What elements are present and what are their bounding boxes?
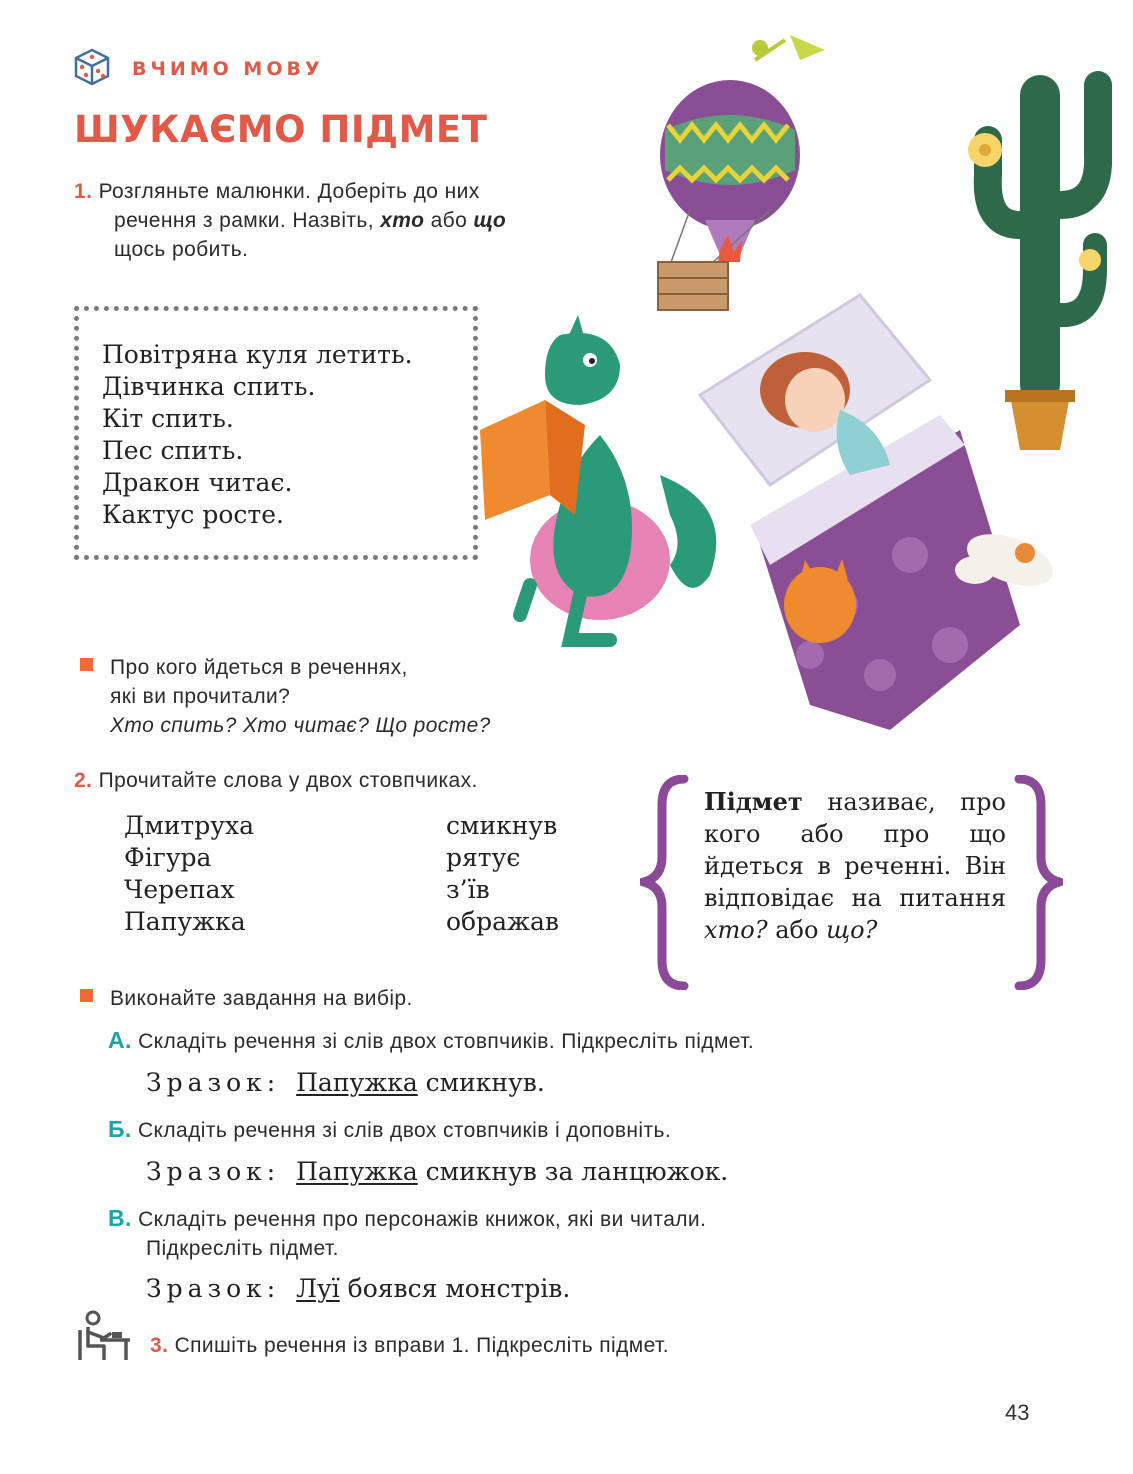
dice-icon: [72, 47, 112, 87]
sample-predicate: смикнув за ланцюжок.: [417, 1157, 729, 1186]
word-item: ображав: [446, 907, 559, 936]
frame-sentence: Кактус росте.: [102, 500, 284, 529]
word-item: з’їв: [446, 875, 490, 904]
sleeping-girl-illustration: [690, 285, 1100, 740]
option-a: [108, 1026, 754, 1056]
sample-label: Зразок:: [146, 1068, 281, 1097]
keyword-who: хто: [380, 209, 425, 232]
instruction-text: речення з рамки. Назвіть,: [114, 209, 381, 232]
frame-sentence-list: [102, 339, 413, 531]
question-examples: Хто спить? Хто читає? Що росте?: [110, 714, 491, 737]
page-title: ШУКАЄМО ПІДМЕТ: [74, 108, 488, 151]
option-letter: В.: [108, 1205, 132, 1231]
sample-predicate: боявся монстрів.: [339, 1274, 571, 1303]
sample-subject: Папужка: [296, 1157, 418, 1186]
sample-predicate: смикнув.: [417, 1068, 545, 1097]
exercise-3: [150, 1331, 669, 1360]
bullet-marker: [80, 658, 93, 671]
word-item: Папужка: [124, 907, 246, 936]
definition-term: Підмет: [704, 787, 803, 816]
question-line: які ви прочитали?: [110, 685, 291, 708]
exercise-number: 2.: [74, 769, 93, 792]
option-text: Складіть речення про персонажів книжок, які ви читали.: [138, 1208, 707, 1231]
word-item: рятує: [446, 843, 521, 872]
question-line: Про кого йдеться в реченнях,: [110, 656, 408, 679]
frame-sentence: Дракон читає.: [102, 468, 293, 497]
definition-question-who: хто?: [704, 916, 768, 944]
option-text: Складіть речення зі слів двох стовпчиків. Підкресліть підмет.: [138, 1030, 755, 1053]
frame-sentence: Кіт спить.: [102, 404, 234, 433]
exercise-2: [74, 766, 478, 795]
instruction-line: Розгляньте малюнки. Доберіть до них: [98, 180, 480, 203]
definition-text: або: [767, 916, 827, 944]
frame-sentence: Дівчинка спить.: [102, 372, 316, 401]
page-number: 43: [1005, 1400, 1030, 1425]
option-c: [108, 1204, 706, 1263]
sample-b: [146, 1157, 728, 1186]
writing-at-desk-icon: [76, 1310, 132, 1362]
definition-box: [704, 786, 1006, 946]
definition-question-what: що?: [826, 916, 878, 944]
word-column-left: [124, 810, 254, 938]
sample-subject: Папужка: [296, 1068, 418, 1097]
left-brace-icon: [640, 775, 690, 990]
word-item: Черепах: [124, 875, 235, 904]
bullet-marker: [80, 989, 93, 1002]
option-letter: А.: [108, 1027, 132, 1053]
exercise-number: 1.: [74, 180, 93, 203]
word-column-right: [446, 810, 559, 938]
option-text: Складіть речення зі слів двох стовпчиків і доповніть.: [137, 1119, 672, 1142]
option-text: Підкресліть підмет.: [146, 1237, 339, 1260]
choice-label: Виконайте завдання на вибір.: [110, 987, 413, 1010]
sample-label: Зразок:: [146, 1274, 281, 1303]
frame-sentence: Пес спить.: [102, 436, 244, 465]
hot-air-balloon-illustration: [650, 30, 830, 320]
instruction-text: або: [424, 209, 474, 232]
word-item: Фігура: [124, 843, 212, 872]
exercise-number: 3.: [150, 1334, 169, 1357]
option-letter: Б.: [108, 1116, 132, 1142]
instruction-line: щось робить.: [114, 238, 249, 261]
sample-a: [146, 1068, 545, 1097]
sample-label: Зразок:: [146, 1157, 281, 1186]
word-item: Дмитруха: [124, 811, 254, 840]
section-label: ВЧИМО МОВУ: [132, 58, 324, 80]
instruction-line: Прочитайте слова у двох стовпчиках.: [98, 769, 478, 792]
right-brace-icon: [1013, 775, 1063, 990]
sample-c: [146, 1274, 570, 1303]
question-block: [110, 653, 491, 740]
instruction-line: Спишіть речення із вправи 1. Підкресліть підмет.: [174, 1334, 669, 1357]
word-item: смикнув: [446, 811, 558, 840]
option-b: [108, 1115, 671, 1145]
keyword-what: що: [473, 209, 507, 232]
frame-sentence: Повітряна куля летить.: [102, 340, 413, 369]
exercise-1: [74, 177, 614, 264]
definition-text: називає, про кого або про що йдеться в реченні. Він відповідає на питання: [704, 788, 1006, 912]
sample-subject: Луї: [296, 1274, 340, 1303]
